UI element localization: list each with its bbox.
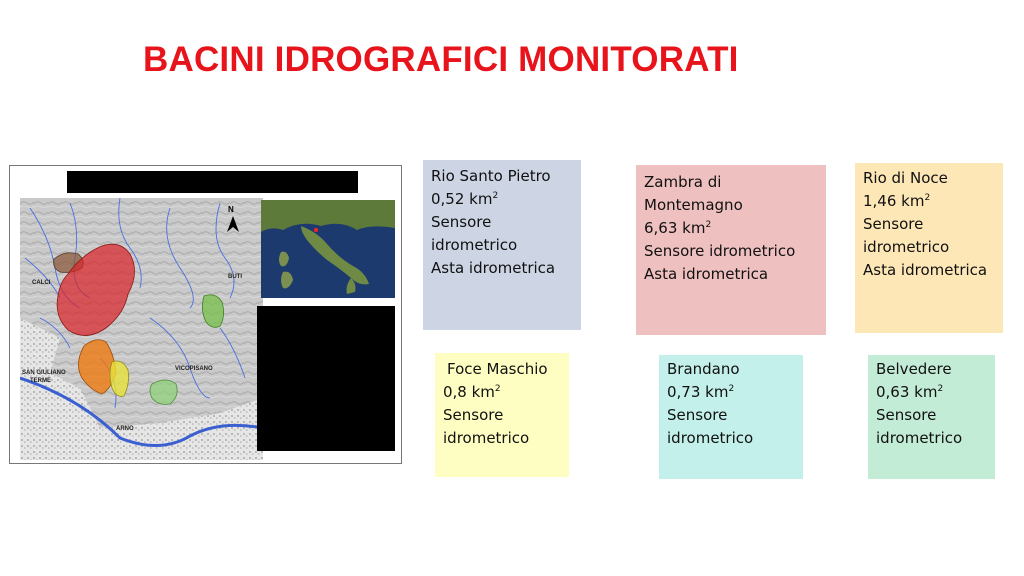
north-label: N xyxy=(228,205,234,214)
slide-title: BACINI IDROGRAFICI MONITORATI xyxy=(143,40,739,79)
gauge-line: Asta idrometrica xyxy=(431,259,556,277)
card-belvedere xyxy=(868,355,995,479)
basin-light-green xyxy=(150,380,177,404)
basin-name: Rio di Noce xyxy=(863,169,948,187)
basin-area: 0,73 $km^2$ xyxy=(667,383,735,401)
place-label-vicopisano: VICOPISANO xyxy=(175,366,213,372)
sensor-line-2: idrometrico xyxy=(443,429,530,447)
watershed-map xyxy=(20,198,263,460)
basin-name: Brandano xyxy=(667,360,740,378)
italy-inset-map xyxy=(261,200,395,298)
sensor-line-2: idrometrico xyxy=(863,238,950,256)
redacted-image-block xyxy=(257,306,395,451)
gauge-line: Asta idrometrica xyxy=(644,265,769,283)
sensor-line-2: idrometrico xyxy=(667,429,754,447)
card-zambra-di-montemagno xyxy=(636,165,826,335)
sensor-line-1: Sensore xyxy=(443,406,504,424)
basin-area: 0,63 $km^2$ xyxy=(876,383,944,401)
sensor-line-1: Sensore xyxy=(667,406,728,424)
place-label-san-giuliano: SAN GIULIANO xyxy=(22,370,66,376)
basin-area: 0,52 $km^2$ xyxy=(431,190,499,208)
gauge-line: Asta idrometrica xyxy=(863,261,988,279)
redacted-caption-bar xyxy=(67,171,358,193)
basin-name-2: Montemagno xyxy=(644,196,743,214)
place-label-calci: CALCI xyxy=(32,280,51,286)
basin-area: 1,46 $km^2$ xyxy=(863,192,931,210)
watershed-map-figure xyxy=(9,165,402,464)
study-area-marker-icon xyxy=(314,228,318,232)
place-label-arno: ARNO xyxy=(116,426,134,432)
basin-name-1: Zambra di xyxy=(644,173,722,191)
card-foce-maschio xyxy=(435,353,569,477)
sensor-line-1: Sensore xyxy=(863,215,924,233)
sensor-line-1: Sensore xyxy=(876,406,937,424)
card-rio-santo-pietro xyxy=(423,160,581,330)
sensor-line-2: idrometrico xyxy=(876,429,963,447)
sensor-line-2: idrometrico xyxy=(431,236,518,254)
basin-name: Rio Santo Pietro xyxy=(431,167,551,185)
place-label-buti: BUTI xyxy=(228,274,242,280)
basin-area: 0,8 $km^2$ xyxy=(443,383,501,401)
card-brandano xyxy=(659,355,803,479)
basin-name: Foce Maschio xyxy=(447,360,548,378)
sensor-line-1: Sensore xyxy=(431,213,492,231)
sensor-line: Sensore idrometrico xyxy=(644,242,796,260)
basin-name: Belvedere xyxy=(876,360,952,378)
place-label-terme: TERME xyxy=(30,378,51,384)
basin-area: 6,63 $km^2$ xyxy=(644,219,712,237)
card-rio-di-noce xyxy=(855,163,1003,333)
